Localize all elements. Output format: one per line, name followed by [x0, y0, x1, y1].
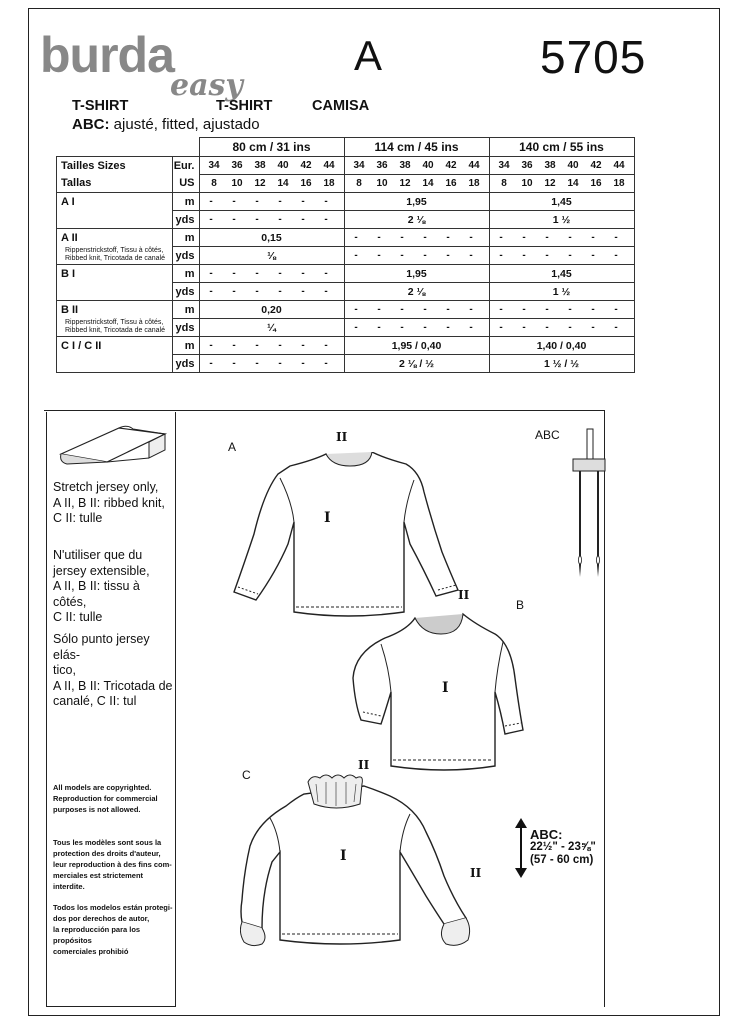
yardage-value: 2 ⅛ — [344, 283, 489, 301]
dash-cell: - - - - - - — [344, 229, 489, 247]
length-arrow-icon — [514, 818, 528, 878]
unit-yds: yds — [173, 283, 199, 301]
yardage-value: 1,95 — [344, 265, 489, 283]
note-es: Sólo punto jersey elás- tico, A II, B II: Tricotada de canalé, C II: tul — [53, 632, 173, 708]
width-header-140: 140 cm / 55 ins — [489, 138, 634, 157]
table-row — [57, 355, 635, 373]
view-label-a: A — [228, 440, 237, 454]
row-label: A II — [57, 229, 173, 247]
note-en: Stretch jersey only, A II, B II: ribbed knit, C II: tulle — [53, 480, 165, 525]
unit-yds: yds — [173, 247, 199, 265]
table-row — [57, 283, 635, 301]
dash-cell: - - - - - - — [489, 301, 634, 319]
row-label-cont — [57, 211, 173, 229]
note-fr: N'utiliser que du jersey extensible, A II, B II: tissu à côtés, C II: tulle — [53, 548, 150, 624]
unit-yds: yds — [173, 355, 199, 373]
twin-needle-icon — [565, 425, 615, 585]
yardage-value: 1 ½ — [489, 211, 634, 229]
row-label: C I / C II — [57, 337, 173, 355]
table-row — [57, 247, 635, 265]
yardage-value: 1,95 — [344, 193, 489, 211]
piece-label-c1: I — [340, 848, 347, 864]
unit-m: m — [173, 301, 199, 319]
width-header-80: 80 cm / 31 ins — [199, 138, 344, 157]
unit-yds: yds — [173, 211, 199, 229]
size-label-1: Tailles Sizes — [57, 157, 173, 175]
dash-cell: - - - - - - — [489, 229, 634, 247]
yardage-value: 0,15 — [199, 229, 344, 247]
yardage-rows — [57, 193, 635, 373]
yardage-value: ¼ — [199, 319, 344, 337]
dash-cell: - - - - - - — [489, 247, 634, 265]
row-label-cont: Rippenstrickstoff, Tissu à côtés, Ribbed knit, Tricotada de canalé — [57, 319, 173, 337]
piece-label-b2: II — [458, 588, 470, 602]
burda-easy-logo: easy — [170, 68, 243, 103]
dash-cell: - - - - - - — [489, 319, 634, 337]
piece-label-a1: I — [324, 510, 331, 526]
yardage-value: 1 ½ — [489, 283, 634, 301]
garment-name-es: CAMISA — [312, 98, 370, 114]
us-sizes-group-3: 8 10 12 14 16 18 — [489, 175, 634, 193]
row-label: A I — [57, 193, 173, 211]
fit-text: ajusté, fitted, ajustado — [113, 116, 260, 133]
width-header-114: 114 cm / 45 ins — [344, 138, 489, 157]
measure-inches: 22½" - 23⅝" — [530, 841, 596, 853]
dash-cell: - - - - - - — [199, 265, 344, 283]
fabric-notes-panel — [46, 412, 176, 1007]
row-label: B II — [57, 301, 173, 319]
yardage-value: 1 ½ / ½ — [489, 355, 634, 373]
yardage-value: 2 ⅛ — [344, 211, 489, 229]
fabric-bolt-icon — [57, 420, 169, 472]
size-label-2: Tallas — [57, 175, 173, 193]
unit-yds: yds — [173, 319, 199, 337]
dash-cell: - - - - - - — [199, 211, 344, 229]
unit-m: m — [173, 265, 199, 283]
eur-label: Eur. — [173, 157, 199, 175]
garment-name-fr: T-SHIRT — [216, 98, 273, 114]
measure-label: ABC: — [530, 827, 563, 842]
pattern-number: 5705 — [540, 31, 647, 83]
unit-m: m — [173, 193, 199, 211]
row-label-cont — [57, 355, 173, 373]
table-row — [57, 193, 635, 211]
us-sizes-group-1: 8 10 12 14 16 18 — [199, 175, 344, 193]
piece-label-b1: I — [442, 680, 449, 696]
dash-cell: - - - - - - — [199, 283, 344, 301]
yardage-value: 2 ⅛ / ½ — [344, 355, 489, 373]
garment-c-drawing — [240, 772, 490, 952]
row-label-cont: Rippenstrickstoff, Tissu à côtés, Ribbed knit, Tricotada de canalé — [57, 247, 173, 265]
yardage-value: 1,45 — [489, 193, 634, 211]
row-label: B I — [57, 265, 173, 283]
fit-label: ABC: — [72, 116, 110, 133]
fit-description — [72, 116, 260, 133]
garment-b-drawing — [345, 608, 555, 778]
measure-cm: (57 - 60 cm) — [530, 854, 594, 866]
yardage-value: ⅛ — [199, 247, 344, 265]
table-row — [57, 229, 635, 247]
yardage-value: 1,95 / 0,40 — [344, 337, 489, 355]
copyright-en: All models are copyrighted. Reproduction for commercial purposes is not allowed. — [53, 783, 158, 814]
dash-cell: - - - - - - — [199, 193, 344, 211]
dash-cell: - - - - - - — [199, 355, 344, 373]
view-label-b: B — [516, 598, 525, 612]
piece-label-a2: II — [336, 430, 348, 444]
table-row — [57, 319, 635, 337]
garment-name-de: T-SHIRT — [72, 98, 129, 114]
table-row — [57, 301, 635, 319]
piece-label-c2-cuff: II — [470, 866, 482, 880]
dash-cell: - - - - - - — [344, 301, 489, 319]
eur-sizes-group-2: 34 36 38 40 42 44 — [344, 157, 489, 175]
copyright-es: Todos los modelos están protegi- dos por derechos de autor, la reproducción para los propósitos comerciales prohibió — [53, 903, 173, 956]
table-corner — [57, 138, 200, 157]
yardage-table — [56, 137, 635, 373]
view-label-c: C — [242, 768, 251, 782]
dash-cell: - - - - - - — [344, 247, 489, 265]
piece-label-c2: II — [358, 758, 370, 772]
yardage-value: 1,40 / 0,40 — [489, 337, 634, 355]
yardage-value: 0,20 — [199, 301, 344, 319]
table-row — [57, 211, 635, 229]
view-label-abc: ABC — [535, 428, 560, 442]
table-row — [57, 337, 635, 355]
row-label-cont — [57, 283, 173, 301]
unit-m: m — [173, 229, 199, 247]
dash-cell: - - - - - - — [344, 319, 489, 337]
garment-a-drawing — [228, 452, 468, 624]
view-letter: A — [354, 32, 383, 79]
copyright-fr: Tous les modèles sont sous la protection des droits d'auteur, leur reproduction à des fins com- merciales est strictement interdite. — [53, 838, 172, 891]
burda-logo: burda — [40, 27, 174, 83]
table-row — [57, 265, 635, 283]
unit-m: m — [173, 337, 199, 355]
body-length-measurement — [530, 828, 596, 867]
eur-sizes-group-1: 34 36 38 40 42 44 — [199, 157, 344, 175]
us-label: US — [173, 175, 199, 193]
us-sizes-group-2: 8 10 12 14 16 18 — [344, 175, 489, 193]
yardage-value: 1,45 — [489, 265, 634, 283]
eur-sizes-group-3: 34 36 38 40 42 44 — [489, 157, 634, 175]
dash-cell: - - - - - - — [199, 337, 344, 355]
